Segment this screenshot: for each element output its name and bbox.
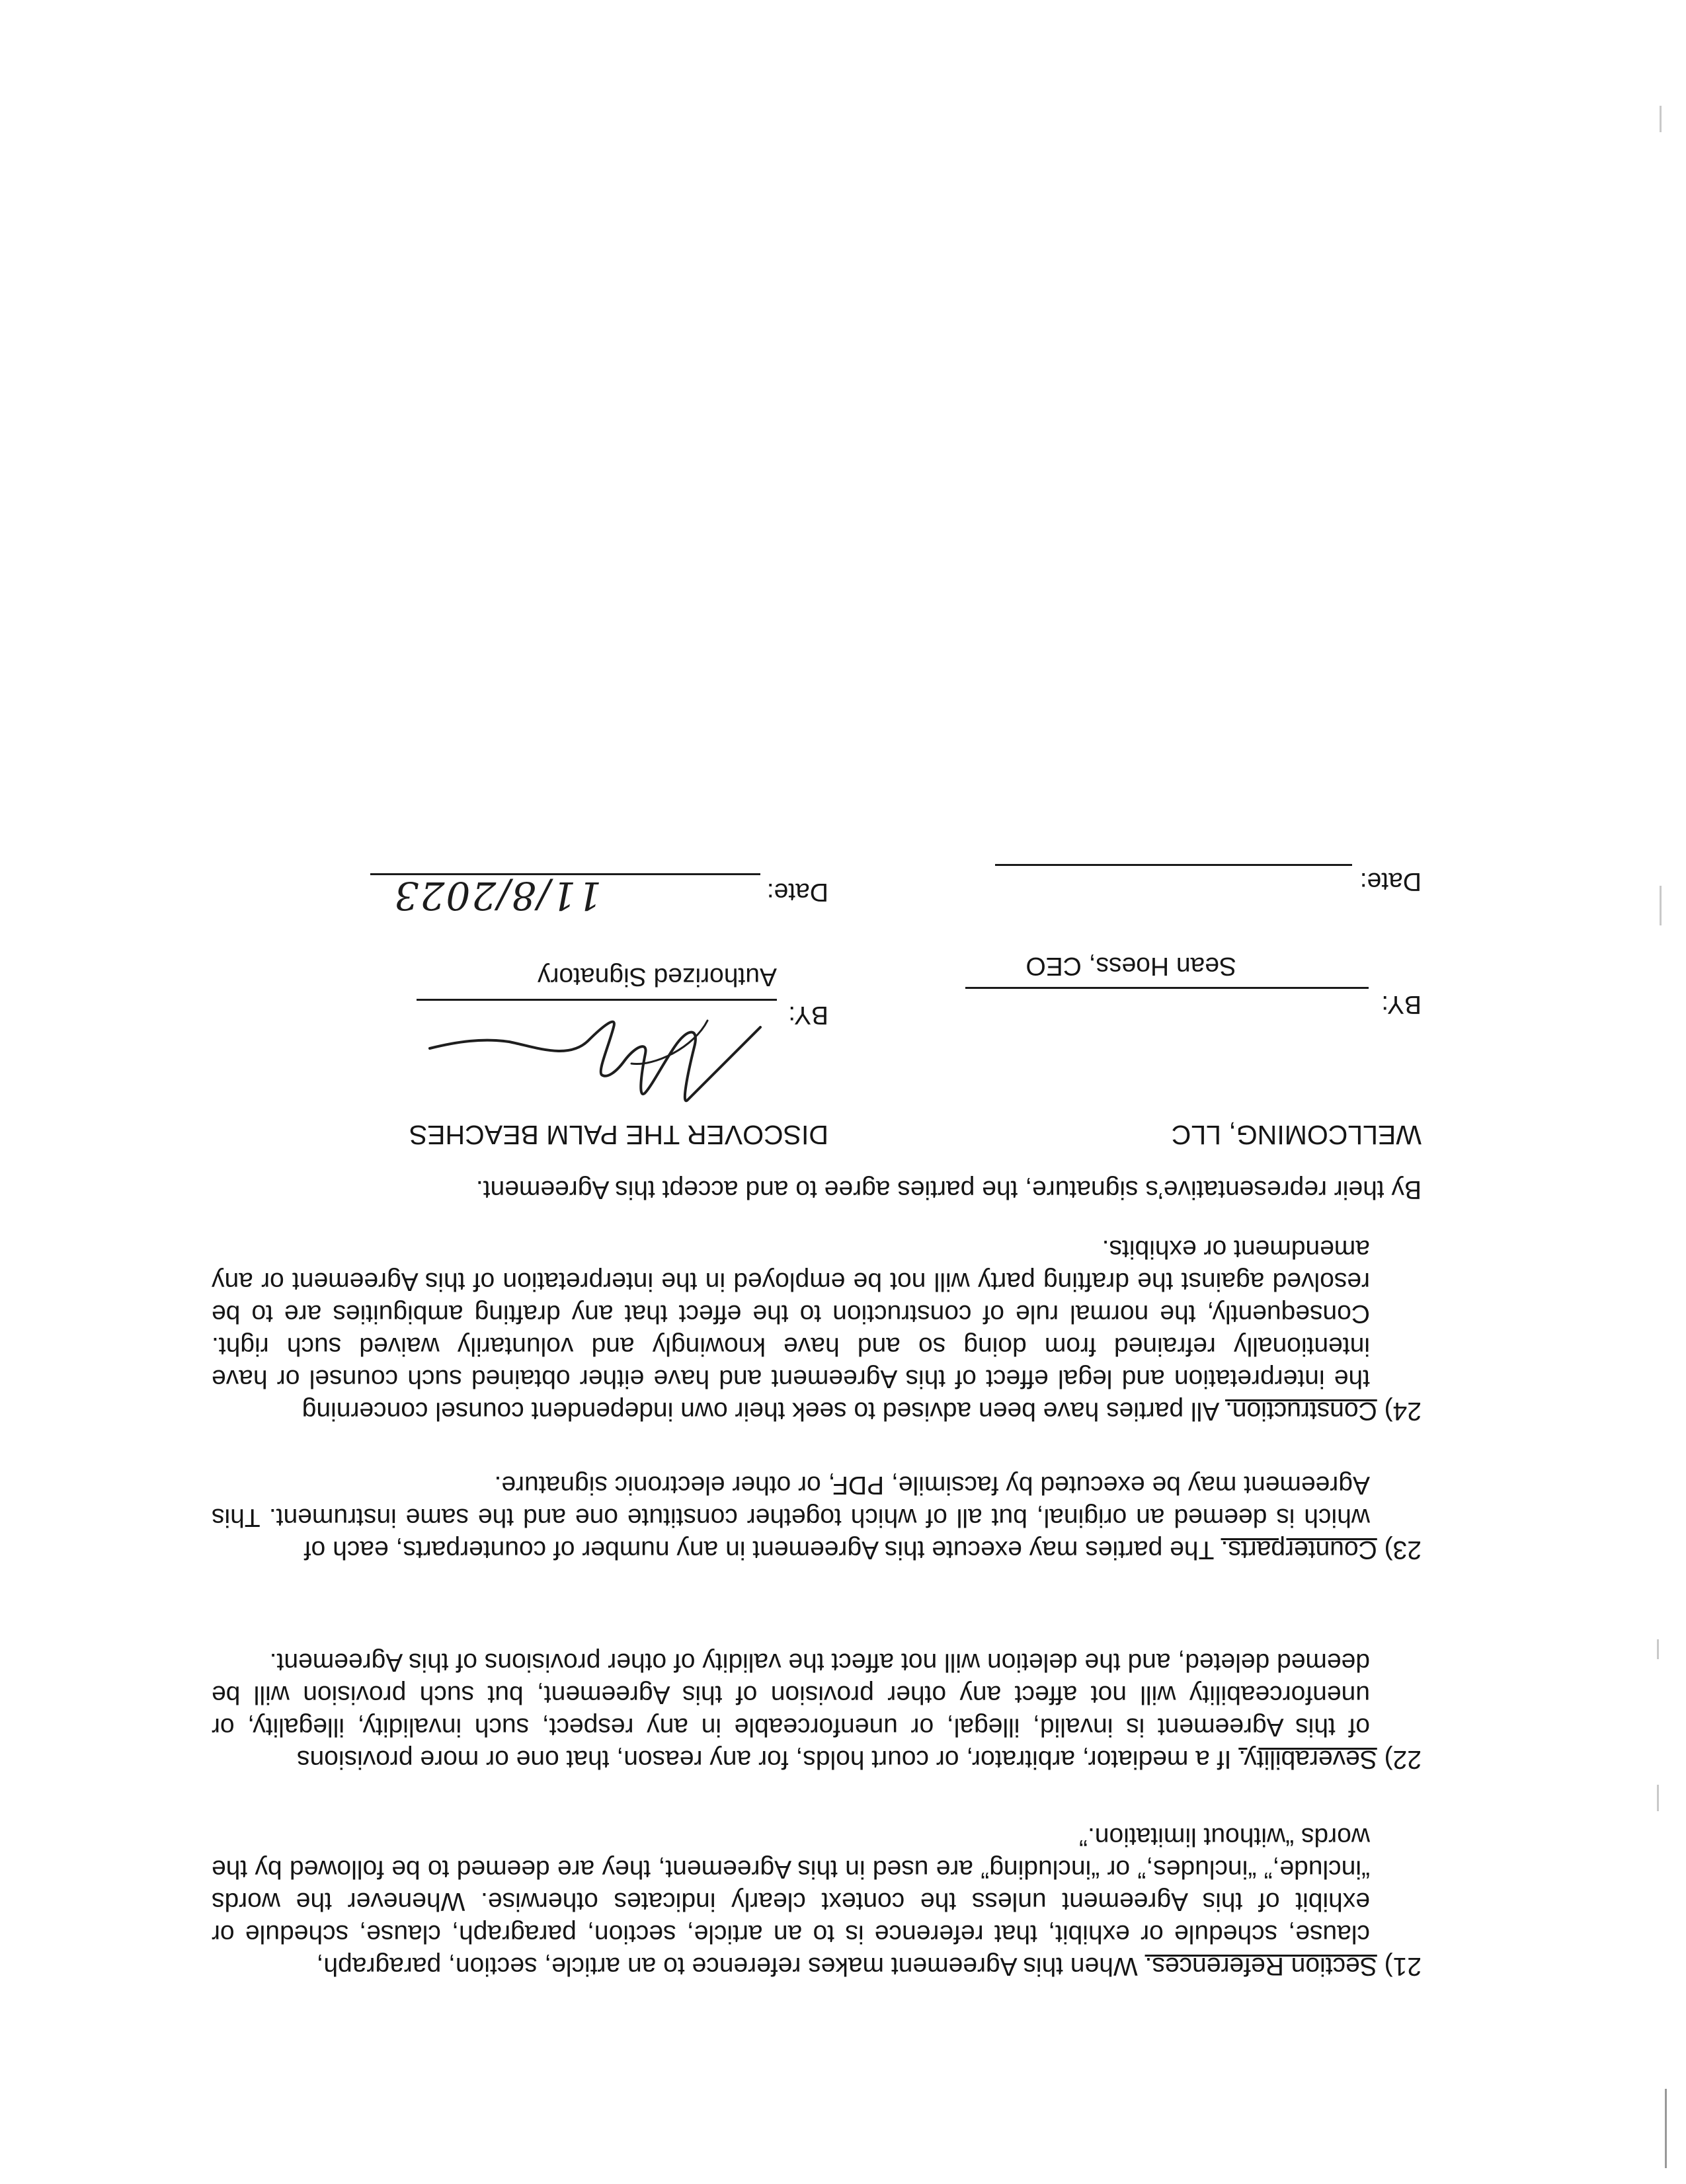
party-left-name: WELLCOMING, LLC: [1171, 1120, 1422, 1150]
section-heading: Counterparts.: [1221, 1536, 1377, 1564]
handwritten-date: 11/8/2023: [393, 873, 602, 918]
left-date-label: Date:: [1359, 867, 1422, 896]
right-signer-title: Authorized Signatory: [537, 962, 777, 991]
right-date-label: Date:: [766, 878, 828, 906]
section-first-line: The parties may execute this Agreement in any number of counterparts, each of: [303, 1536, 1221, 1564]
section-body: the interpretation and legal effect of this Agreement and have either obtained such counsel or have intentionally refrained from doing so and have knowingly and voluntarily waived such right. Consequently, the normal rule of construction to the effect that any drafting ambiguities are to be resolved against the drafting party will not be employed in the interpretation of this Agreement or any amendment or exhibits.: [212, 1235, 1370, 1393]
section-first-line: When this Agreement makes reference to an article, section, paragraph,: [316, 1952, 1145, 1980]
section-heading: Section References.: [1144, 1952, 1377, 1980]
section-22: [212, 1646, 1422, 1775]
left-signer-title: Sean Hoess, CEO: [1025, 952, 1236, 980]
section-body: which is deemed an original, but all of which together constitute one and the same instrument. This Agreement may be executed by facsimile, PDF, or other electronic signature.: [212, 1471, 1370, 1532]
party-right-name: DISCOVER THE PALM BEACHES: [409, 1120, 828, 1150]
section-heading: Construction.: [1225, 1397, 1377, 1425]
handwritten-signature: [417, 994, 787, 1126]
section-number: 23): [1384, 1536, 1422, 1564]
left-date-line: [995, 864, 1352, 866]
section-21: [212, 1820, 1422, 1982]
left-signature-line: [965, 987, 1369, 989]
section-23: [212, 1469, 1422, 1566]
section-number: 21): [1384, 1952, 1422, 1980]
section-body: clause, schedule or exhibit, that reference is to an article, section, paragraph, clause, schedule or exhibit of this Agreement unless the context clearly indicates otherwise. Whenever the words “include,” “includes,” or “including” are used in this Agreement, they are deemed to be followed by the words “without limitation.”: [212, 1822, 1370, 1948]
section-number: 22): [1384, 1745, 1422, 1774]
section-first-line: All parties have been advised to seek their own independent counsel concerning: [301, 1397, 1225, 1425]
section-body: of this Agreement is invalid, illegal, or unenforceable in any respect, such invalidity, illegality, or unenforceability will not affect any other provision of this Agreement, but such provision will be deemed deleted, and the deletion will not affect the validity of other provisions of this Agreement.: [212, 1648, 1370, 1741]
section-number: 24): [1384, 1397, 1422, 1425]
left-by-label: BY:: [1381, 990, 1422, 1019]
closing-statement: By their representative’s signature, the parties agree to and accept this Agreement.: [475, 1175, 1422, 1204]
section-24: [212, 1233, 1422, 1427]
section-first-line: If a mediator, arbitrator, or court holds, for any reason, that one or more provisions: [297, 1745, 1239, 1774]
right-by-label: BY:: [788, 1001, 828, 1029]
section-heading: Severability.: [1238, 1745, 1377, 1774]
